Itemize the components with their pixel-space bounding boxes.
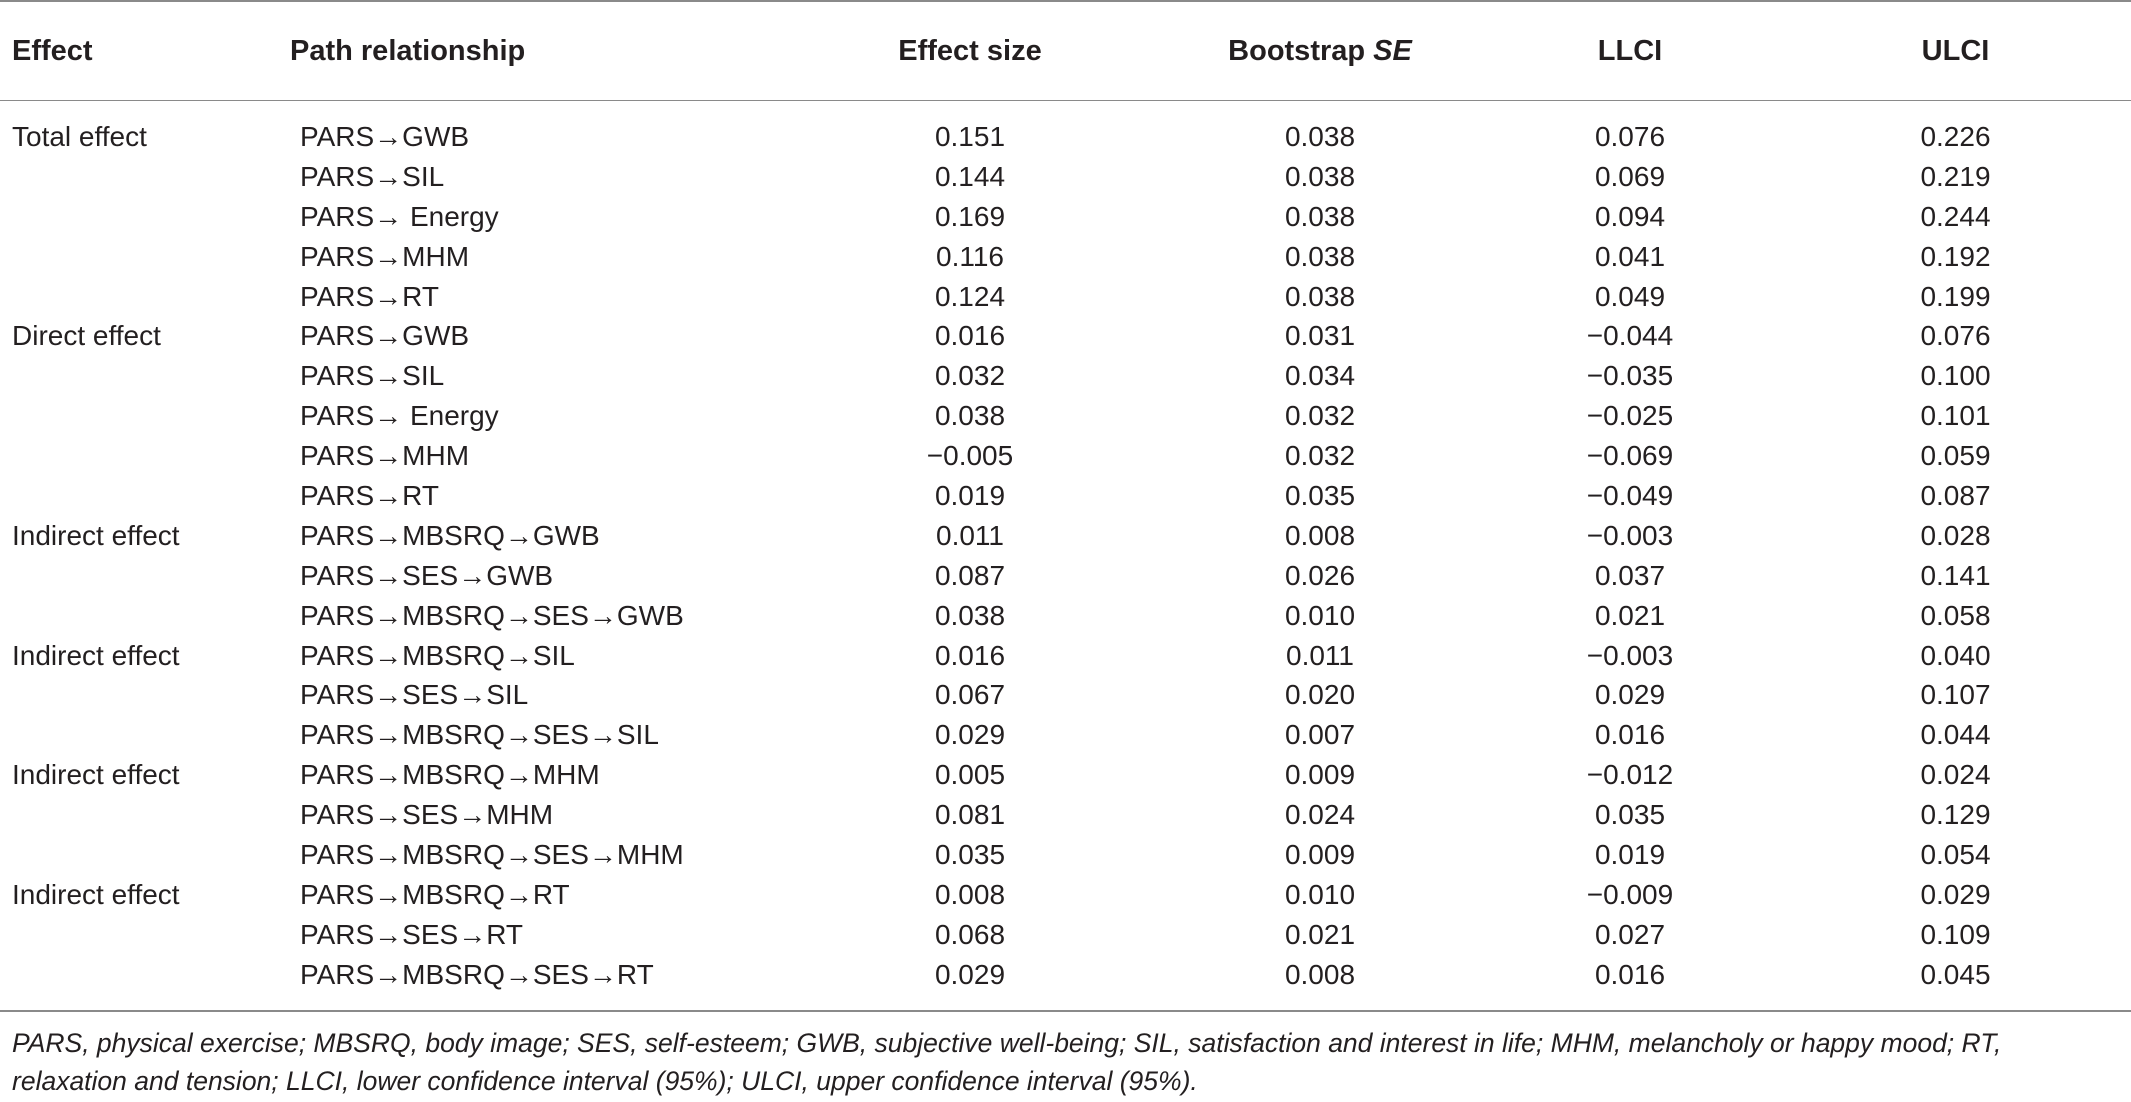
cell-llci: −0.049 xyxy=(1586,479,1674,511)
cell-ulci: 0.028 xyxy=(1920,519,1991,551)
cell-effect: Indirect effect xyxy=(12,759,180,791)
cell-effect xyxy=(0,715,290,755)
cell-effect xyxy=(0,476,290,516)
cell-effect: Indirect effect xyxy=(12,519,180,551)
cell-path-relationship: PARS→ Energy xyxy=(300,400,499,432)
table-row xyxy=(0,675,2131,715)
cell-effect-size: 0.035 xyxy=(934,838,1006,870)
cell-ulci: 0.101 xyxy=(1920,400,1991,432)
cell-path-relationship: PARS→MBSRQ→MHM xyxy=(300,759,600,791)
cell-path-relationship: PARS→MHM xyxy=(300,440,470,472)
cell-llci: 0.029 xyxy=(1594,679,1666,711)
cell-llci: 0.094 xyxy=(1594,200,1666,232)
header-effect-size: Effect size xyxy=(898,34,1042,67)
cell-path-relationship: PARS→MBSRQ→RT xyxy=(300,878,570,910)
cell-effect-size: 0.087 xyxy=(934,559,1006,591)
cell-ulci: 0.141 xyxy=(1920,559,1991,591)
cell-llci: 0.021 xyxy=(1594,599,1666,631)
cell-bootstrap-se: 0.021 xyxy=(1284,918,1356,950)
cell-path-relationship: PARS→MBSRQ→SIL xyxy=(300,639,575,671)
table-row xyxy=(0,795,2131,835)
cell-effect-size: 0.038 xyxy=(934,599,1006,631)
cell-effect xyxy=(0,157,290,197)
cell-effect xyxy=(0,436,290,476)
header-row xyxy=(0,2,2131,101)
cell-effect xyxy=(0,556,290,596)
cell-path-relationship: PARS→SES→GWB xyxy=(300,559,554,591)
header-llci: LLCI xyxy=(1597,34,1663,67)
table-row xyxy=(0,316,2131,356)
cell-effect xyxy=(0,596,290,636)
cell-effect: Direct effect xyxy=(12,320,161,352)
cell-llci: −0.003 xyxy=(1586,519,1674,551)
cell-effect-size: 0.124 xyxy=(934,280,1006,312)
table-footnote: PARS, physical exercise; MBSRQ, body image; SES, self-esteem; GWB, subjective well-being; SIL, satisfaction and interest in life; MHM, melancholy or happy mood; RT, relaxation and tension; LLCI, lower confidence interval (95%); ULCI, upper confidence interval (95%). xyxy=(12,1028,2002,1096)
cell-ulci: 0.107 xyxy=(1920,679,1991,711)
table-row xyxy=(0,875,2131,915)
cell-effect xyxy=(0,197,290,237)
header-path-relationship: Path relationship xyxy=(290,34,526,67)
cell-path-relationship: PARS→ Energy xyxy=(300,200,499,232)
cell-effect xyxy=(0,675,290,715)
cell-ulci: 0.058 xyxy=(1920,599,1991,631)
cell-path-relationship: PARS→MBSRQ→SES→MHM xyxy=(300,838,684,870)
table-body xyxy=(0,101,2131,1009)
cell-effect-size: 0.016 xyxy=(934,639,1006,671)
table-row xyxy=(0,955,2131,1009)
table-row xyxy=(0,101,2131,157)
cell-path-relationship: PARS→MBSRQ→SES→SIL xyxy=(300,719,659,751)
cell-effect-size: 0.011 xyxy=(936,519,1004,551)
cell-ulci: 0.199 xyxy=(1920,280,1991,312)
cell-bootstrap-se: 0.032 xyxy=(1284,400,1356,432)
cell-ulci: 0.192 xyxy=(1920,240,1991,272)
cell-bootstrap-se: 0.008 xyxy=(1284,519,1356,551)
cell-effect-size: 0.081 xyxy=(934,799,1006,831)
cell-bootstrap-se: 0.038 xyxy=(1284,120,1356,152)
cell-path-relationship: PARS→SIL xyxy=(300,360,445,392)
cell-effect xyxy=(0,277,290,317)
cell-ulci: 0.045 xyxy=(1920,958,1991,990)
header-se-label: SE xyxy=(1373,34,1412,67)
table-row xyxy=(0,596,2131,636)
cell-llci: −0.069 xyxy=(1586,440,1674,472)
table-row xyxy=(0,636,2131,676)
cell-ulci: 0.244 xyxy=(1920,200,1991,232)
table-row xyxy=(0,396,2131,436)
cell-effect xyxy=(0,396,290,436)
cell-llci: 0.027 xyxy=(1594,918,1666,950)
cell-path-relationship: PARS→RT xyxy=(300,280,439,312)
cell-bootstrap-se: 0.038 xyxy=(1284,160,1356,192)
cell-path-relationship: PARS→SES→SIL xyxy=(300,679,529,711)
cell-effect: Total effect xyxy=(12,120,147,152)
cell-path-relationship: PARS→MBSRQ→SES→GWB xyxy=(300,599,684,631)
cell-path-relationship: PARS→RT xyxy=(300,479,439,511)
cell-llci: 0.049 xyxy=(1594,280,1666,312)
cell-bootstrap-se: 0.008 xyxy=(1284,958,1356,990)
header-effect: Effect xyxy=(12,34,93,67)
cell-bootstrap-se: 0.010 xyxy=(1284,878,1356,910)
table-row xyxy=(0,755,2131,795)
cell-ulci: 0.087 xyxy=(1920,479,1991,511)
cell-path-relationship: PARS→SES→MHM xyxy=(300,799,554,831)
cell-llci: −0.025 xyxy=(1586,400,1674,432)
cell-bootstrap-se: 0.009 xyxy=(1284,759,1356,791)
cell-effect-size: 0.008 xyxy=(934,878,1006,910)
table-row xyxy=(0,237,2131,277)
table-row xyxy=(0,715,2131,755)
table-row xyxy=(0,157,2131,197)
cell-llci: 0.069 xyxy=(1594,160,1666,192)
cell-llci: 0.035 xyxy=(1594,799,1666,831)
cell-effect-size: 0.019 xyxy=(934,479,1006,511)
cell-effect-size: −0.005 xyxy=(926,440,1014,472)
cell-effect xyxy=(0,237,290,277)
cell-llci: 0.076 xyxy=(1594,120,1666,152)
cell-path-relationship: PARS→GWB xyxy=(300,320,470,352)
cell-ulci: 0.029 xyxy=(1920,878,1991,910)
header-bootstrap-prefix: Bootstrap xyxy=(1228,34,1374,67)
table-row xyxy=(0,516,2131,556)
cell-llci: −0.003 xyxy=(1586,639,1674,671)
cell-ulci: 0.109 xyxy=(1920,918,1991,950)
cell-path-relationship: PARS→MBSRQ→SES→RT xyxy=(300,958,654,990)
cell-effect xyxy=(0,356,290,396)
cell-effect-size: 0.016 xyxy=(934,320,1006,352)
table-header xyxy=(0,1,2131,101)
table-row xyxy=(0,356,2131,396)
cell-llci: 0.041 xyxy=(1594,240,1666,272)
cell-effect-size: 0.029 xyxy=(934,719,1006,751)
header-bootstrap-se xyxy=(1160,2,1480,101)
cell-effect-size: 0.005 xyxy=(934,759,1006,791)
table-row xyxy=(0,197,2131,237)
cell-ulci: 0.054 xyxy=(1920,838,1991,870)
cell-effect-size: 0.038 xyxy=(934,400,1006,432)
cell-bootstrap-se: 0.038 xyxy=(1284,200,1356,232)
table-row xyxy=(0,835,2131,875)
cell-llci: 0.016 xyxy=(1594,958,1666,990)
cell-effect-size: 0.068 xyxy=(934,918,1006,950)
cell-effect-size: 0.144 xyxy=(934,160,1006,192)
table-row xyxy=(0,476,2131,516)
cell-ulci: 0.024 xyxy=(1920,759,1991,791)
cell-bootstrap-se: 0.026 xyxy=(1284,559,1356,591)
cell-path-relationship: PARS→MHM xyxy=(300,240,470,272)
cell-effect-size: 0.029 xyxy=(934,958,1006,990)
cell-bootstrap-se: 0.024 xyxy=(1284,799,1356,831)
cell-ulci: 0.100 xyxy=(1920,360,1991,392)
cell-bootstrap-se: 0.031 xyxy=(1284,320,1356,352)
cell-bootstrap-se: 0.007 xyxy=(1284,719,1356,751)
cell-bootstrap-se: 0.038 xyxy=(1284,280,1356,312)
cell-effect-size: 0.151 xyxy=(934,120,1006,152)
cell-ulci: 0.226 xyxy=(1920,120,1991,152)
cell-ulci: 0.219 xyxy=(1920,160,1991,192)
cell-llci: −0.035 xyxy=(1586,360,1674,392)
cell-effect: Indirect effect xyxy=(12,639,180,671)
cell-bootstrap-se: 0.009 xyxy=(1284,838,1356,870)
cell-effect xyxy=(0,795,290,835)
cell-ulci: 0.040 xyxy=(1920,639,1991,671)
cell-path-relationship: PARS→MBSRQ→GWB xyxy=(300,519,600,551)
cell-effect xyxy=(0,955,290,1009)
cell-llci: −0.044 xyxy=(1586,320,1674,352)
cell-bootstrap-se: 0.038 xyxy=(1284,240,1356,272)
cell-ulci: 0.129 xyxy=(1920,799,1991,831)
table-row xyxy=(0,436,2131,476)
cell-llci: 0.037 xyxy=(1594,559,1666,591)
cell-bootstrap-se: 0.034 xyxy=(1284,360,1356,392)
cell-bootstrap-se: 0.010 xyxy=(1284,599,1356,631)
cell-effect-size: 0.169 xyxy=(934,200,1006,232)
cell-ulci: 0.076 xyxy=(1920,320,1991,352)
bottom-rule xyxy=(0,1010,2131,1012)
cell-bootstrap-se: 0.035 xyxy=(1284,479,1356,511)
cell-bootstrap-se: 0.011 xyxy=(1286,639,1354,671)
cell-bootstrap-se: 0.020 xyxy=(1284,679,1356,711)
cell-llci: 0.019 xyxy=(1594,838,1666,870)
cell-ulci: 0.059 xyxy=(1920,440,1991,472)
cell-effect xyxy=(0,915,290,955)
cell-effect: Indirect effect xyxy=(12,878,180,910)
cell-effect xyxy=(0,835,290,875)
cell-llci: 0.016 xyxy=(1594,719,1666,751)
table-row xyxy=(0,915,2131,955)
cell-path-relationship: PARS→GWB xyxy=(300,120,470,152)
cell-llci: −0.012 xyxy=(1586,759,1674,791)
cell-ulci: 0.044 xyxy=(1920,719,1991,751)
cell-bootstrap-se: 0.032 xyxy=(1284,440,1356,472)
cell-llci: −0.009 xyxy=(1586,878,1674,910)
cell-path-relationship: PARS→SIL xyxy=(300,160,445,192)
table-row xyxy=(0,277,2131,317)
table-row xyxy=(0,556,2131,596)
cell-effect-size: 0.067 xyxy=(934,679,1006,711)
cell-effect-size: 0.032 xyxy=(934,360,1006,392)
header-ulci: ULCI xyxy=(1921,34,1990,67)
cell-effect-size: 0.116 xyxy=(936,240,1004,272)
cell-path-relationship: PARS→SES→RT xyxy=(300,918,524,950)
